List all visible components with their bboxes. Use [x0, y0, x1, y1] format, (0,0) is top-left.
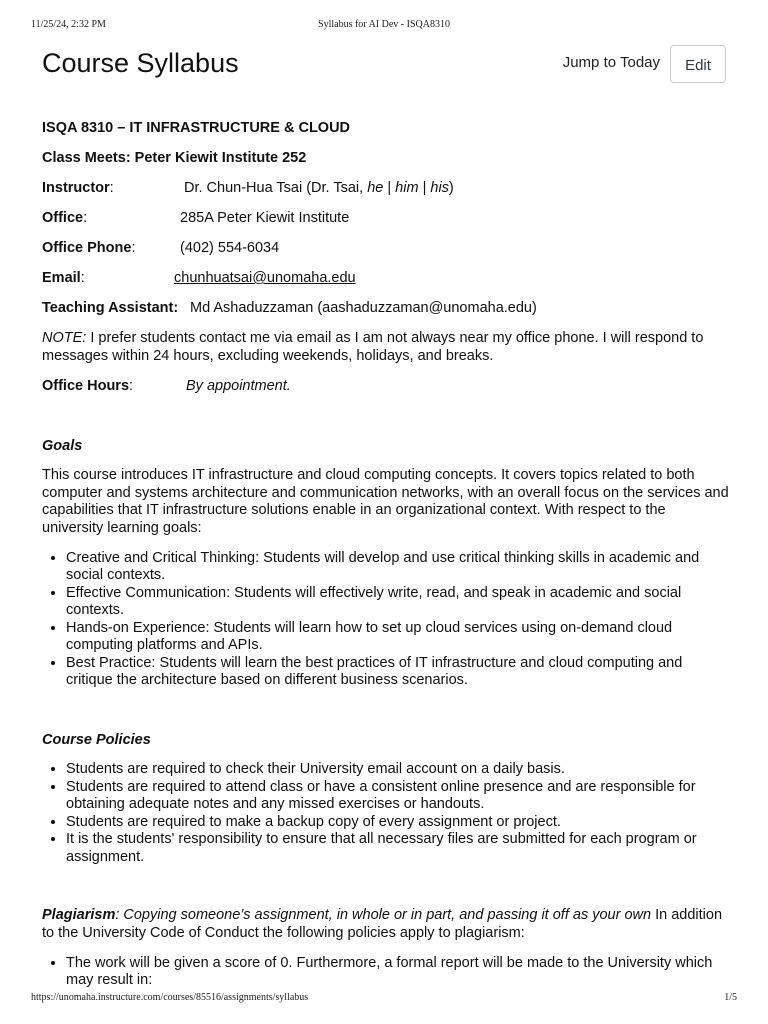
office-label: Office	[42, 210, 84, 226]
email-row: Email: chunhuatsai@unomaha.edu	[42, 270, 356, 286]
list-item: • Creative and Critical Thinking: Students will develop and use critical thinking skills in academic and social contexts.	[66, 550, 730, 585]
ta-label: Teaching Assistant:	[42, 300, 179, 316]
instructor-label: Instructor	[42, 180, 110, 196]
ta-value: Md Ashaduzzaman (aashaduzzaman@unomaha.edu)	[190, 300, 537, 316]
plagiarism-list	[42, 955, 730, 990]
phone-row: Office Phone: (402) 554-6034	[42, 240, 280, 256]
list-item: • Students are required to attend class or have a consistent online presence and are responsible for obtaining adequate notes and any missed exercises or handouts.	[66, 779, 730, 814]
office-value: 285A Peter Kiewit Institute	[180, 210, 350, 226]
syllabus-header	[42, 44, 726, 86]
goals-heading: Goals	[42, 437, 83, 454]
office-hours-row: Office Hours: By appointment.	[42, 377, 291, 394]
policies-list	[42, 761, 730, 866]
print-page-number: 1/5	[724, 992, 737, 1003]
note-text: I prefer students contact me via email as I am not always near my office phone. I will respond to messages within 24 hours, excluding weekends, holidays, and breaks.	[42, 330, 704, 364]
plagiarism-paragraph	[42, 907, 730, 942]
goals-intro: This course introduces IT infrastructure and cloud computing concepts. It covers topics related to both computer and systems architecture and communication networks, with an overall focus on the services and capabilities that IT infrastructure solutions enable in an organizational context. With respect to the university learning goals:	[42, 467, 729, 536]
print-doc-title: Syllabus for AI Dev - ISQA8310	[318, 19, 450, 30]
list-item: • It is the students' responsibility to ensure that all necessary files are submitted for each program or assignment.	[66, 831, 730, 866]
syllabus-body	[42, 120, 730, 990]
edit-button[interactable]: Edit	[670, 45, 726, 83]
goals-list	[42, 550, 730, 690]
email-label: Email	[42, 270, 81, 286]
list-item: • Hands-on Experience: Students will learn how to set up cloud services using on-demand cloud computing platforms and APIs.	[66, 620, 730, 655]
phone-label: Office Phone	[42, 240, 132, 256]
print-datetime: 11/25/24, 2:32 PM	[31, 19, 106, 30]
list-item: • The work will be given a score of 0. Furthermore, a formal report will be made to the University which may result in:	[66, 955, 730, 990]
course-title: ISQA 8310 – IT INFRASTRUCTURE & CLOUD	[42, 120, 351, 136]
ta-row	[42, 300, 730, 318]
contact-note	[42, 330, 730, 365]
note-label: NOTE:	[42, 330, 87, 346]
list-item: • Students are required to make a backup copy of every assignment or project.	[66, 814, 730, 832]
office-hours-value: By appointment.	[186, 377, 291, 394]
plagiarism-definition: : Copying someone’s assignment, in whole or in part, and passing it off as your own	[115, 907, 652, 923]
instructor-value: Dr. Chun-Hua Tsai (Dr. Tsai, he | him | his)	[184, 180, 454, 196]
list-item: • Effective Communication: Students will effectively write, read, and speak in academic and social contexts.	[66, 585, 730, 620]
office-hours-label: Office Hours	[42, 377, 130, 394]
page-title: Course Syllabus	[42, 48, 239, 78]
phone-value: (402) 554-6034	[180, 240, 280, 256]
list-item: • Best Practice: Students will learn the best practices of IT infrastructure and cloud computing and critique the architecture based on different business scenarios.	[66, 655, 730, 690]
policies-heading: Course Policies	[42, 731, 151, 748]
plagiarism-label: Plagiarism	[42, 907, 116, 923]
plagiarism-rest: In addition to the University Code of Conduct the following policies apply to plagiarism:	[42, 907, 723, 941]
list-item: • Students are required to check their University email account on a daily basis.	[66, 761, 730, 779]
print-url: https://unomaha.instructure.com/courses/85516/assignments/syllabus	[31, 992, 309, 1003]
email-link[interactable]: chunhuatsai@unomaha.edu	[174, 270, 356, 286]
office-row: Office: 285A Peter Kiewit Institute	[42, 210, 350, 226]
jump-to-today-link[interactable]: Jump to Today	[562, 54, 660, 71]
instructor-row: Instructor: Dr. Chun-Hua Tsai (Dr. Tsai, he | him | his)	[42, 180, 454, 196]
class-meets: Class Meets: Peter Kiewit Institute 252	[42, 150, 307, 166]
